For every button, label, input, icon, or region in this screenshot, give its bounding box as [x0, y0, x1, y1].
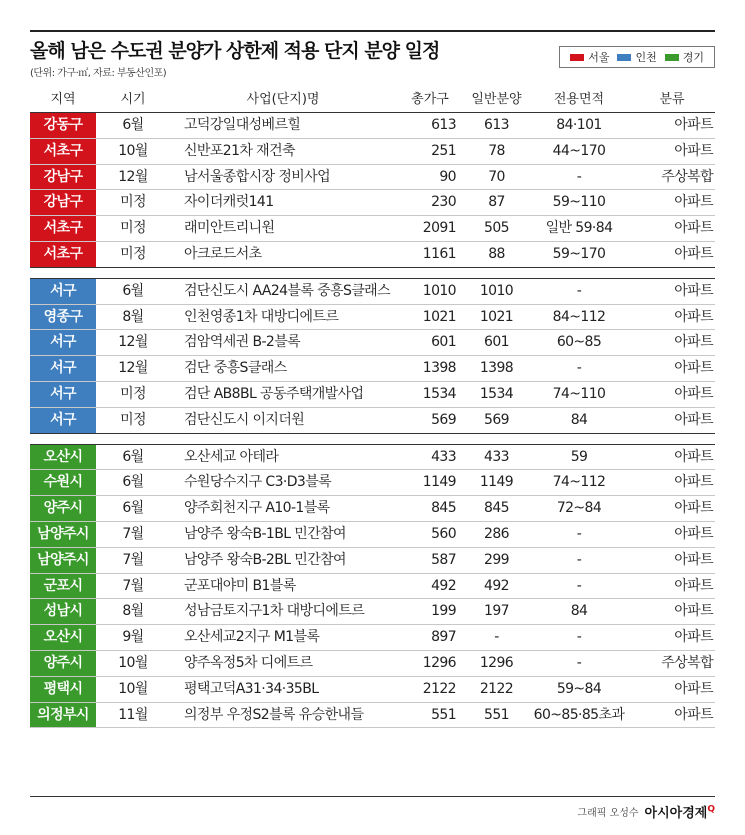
cell-time: 12월 [118, 168, 148, 185]
cell-area: 60~85·85초과 [533, 706, 625, 723]
cell-type: 아파트 [674, 577, 713, 594]
cell-total: 1021 [422, 308, 456, 325]
legend-swatch [570, 54, 584, 61]
table-row [30, 599, 715, 625]
cell-total: 2091 [422, 220, 456, 237]
table-row [30, 356, 715, 382]
credit-graphic: 그래픽 오성수 [577, 808, 639, 819]
header-name: 사업(단지)명 [246, 92, 320, 107]
cell-area: 74~112 [552, 474, 606, 491]
cell-type: 주상복합 [661, 654, 713, 671]
cell-time: 6월 [122, 282, 144, 299]
cell-time: 미정 [120, 385, 146, 402]
page-subtitle: (단위: 가구·㎡, 자료: 부동산인포) [30, 68, 167, 79]
cell-region: 서구 [30, 382, 96, 407]
cell-area: 59~170 [552, 245, 606, 262]
cell-type: 아파트 [674, 629, 713, 646]
cell-general: 2122 [479, 680, 514, 697]
schedule-table [30, 113, 715, 728]
legend [559, 46, 715, 68]
cell-type: 아파트 [674, 551, 713, 568]
cell-area: - [576, 577, 582, 594]
cell-region: 양주시 [30, 496, 96, 521]
cell-name: 남서울종합시장 정비사업 [184, 168, 331, 185]
group-separator [30, 268, 715, 279]
cell-general: 551 [484, 706, 509, 723]
cell-type: 아파트 [674, 360, 713, 377]
cell-general: 87 [488, 194, 505, 211]
cell-region: 군포시 [30, 574, 96, 599]
cell-total: 613 [431, 117, 456, 133]
cell-total: 1010 [422, 282, 456, 299]
cell-region: 서구 [30, 330, 96, 355]
cell-general: 845 [484, 500, 509, 517]
cell-type: 아파트 [674, 706, 713, 723]
cell-total: 897 [431, 629, 456, 646]
cell-region: 남양주시 [30, 522, 96, 547]
cell-area: 44~170 [552, 142, 606, 159]
table-header [30, 88, 715, 112]
cell-name: 오산세교 아테라 [184, 448, 279, 465]
cell-general: 1021 [479, 308, 514, 325]
header-type: 분류 [659, 92, 685, 107]
table-row [30, 113, 715, 139]
cell-total: 845 [431, 500, 456, 517]
cell-general: - [494, 629, 499, 646]
cell-region: 성남시 [30, 599, 96, 624]
cell-area: - [576, 168, 582, 185]
cell-region: 서구 [30, 356, 96, 381]
cell-time: 8월 [122, 603, 144, 620]
table-row [30, 165, 715, 191]
table-row [30, 408, 715, 434]
cell-total: 1161 [422, 245, 456, 262]
cell-name: 검단신도시 AA24블록 중흥S클래스 [184, 282, 391, 299]
cell-name: 검암역세권 B-2블록 [184, 334, 301, 351]
legend-swatch [617, 54, 631, 61]
group-separator [30, 434, 715, 445]
table-row [30, 703, 715, 729]
cell-general: 569 [484, 411, 509, 428]
cell-total: 551 [431, 706, 456, 723]
cell-total: 601 [431, 334, 456, 351]
cell-general: 1296 [479, 654, 514, 671]
cell-type: 아파트 [674, 142, 713, 159]
cell-general: 78 [488, 142, 505, 159]
cell-name: 래미안트리니원 [184, 220, 275, 237]
brand-logo [645, 802, 715, 821]
cell-type: 아파트 [674, 680, 713, 697]
cell-general: 505 [484, 220, 509, 237]
cell-type: 아파트 [674, 411, 713, 428]
cell-general: 601 [484, 334, 509, 351]
cell-region: 강동구 [30, 113, 96, 138]
cell-total: 2122 [422, 680, 456, 697]
table-row [30, 677, 715, 703]
cell-total: 492 [431, 577, 456, 594]
cell-name: 신반포21차 재건축 [184, 142, 295, 159]
cell-time: 미정 [120, 220, 146, 237]
table-row [30, 470, 715, 496]
cell-type: 아파트 [674, 220, 713, 237]
cell-region: 평택시 [30, 677, 96, 702]
cell-general: 613 [484, 117, 509, 133]
table-row [30, 496, 715, 522]
legend-item-gyeonggi [665, 49, 704, 65]
cell-area: 84·101 [556, 117, 602, 133]
cell-total: 1398 [422, 360, 456, 377]
cell-type: 아파트 [674, 117, 713, 133]
cell-area: 60~85 [556, 334, 602, 351]
table-row [30, 242, 715, 268]
cell-name: 남양주 왕숙B-2BL 민간참여 [184, 551, 346, 568]
cell-type: 아파트 [674, 474, 713, 491]
cell-region: 서초구 [30, 139, 96, 164]
top-rule [30, 30, 715, 32]
cell-total: 90 [439, 168, 456, 185]
cell-area: 일반 59·84 [545, 220, 613, 237]
cell-type: 아파트 [674, 308, 713, 325]
cell-total: 433 [431, 448, 456, 465]
cell-total: 230 [431, 194, 456, 211]
cell-time: 9월 [122, 629, 144, 646]
legend-label: 인천 [635, 51, 657, 64]
table-row [30, 625, 715, 651]
cell-region: 오산시 [30, 625, 96, 650]
cell-total: 1534 [422, 385, 456, 402]
cell-name: 의정부 우정S2블록 유승한내들 [184, 706, 364, 723]
cell-name: 양주옥정5차 디에트르 [184, 654, 313, 671]
cell-region: 서초구 [30, 216, 96, 241]
cell-area: 59 [570, 448, 588, 465]
cell-type: 아파트 [674, 194, 713, 211]
cell-region: 남양주시 [30, 548, 96, 573]
cell-type: 아파트 [674, 385, 713, 402]
header-area: 전용면적 [553, 92, 605, 107]
cell-general: 70 [488, 168, 505, 185]
table-row [30, 548, 715, 574]
legend-label: 서울 [588, 51, 610, 64]
cell-area: 84~112 [552, 308, 606, 325]
cell-region: 의정부시 [30, 703, 96, 728]
cell-name: 평택고덕A31·34·35BL [184, 680, 319, 697]
cell-time: 6월 [122, 500, 144, 517]
cell-area: - [576, 654, 582, 671]
cell-time: 12월 [118, 360, 148, 377]
cell-time: 10월 [118, 680, 148, 697]
legend-item-seoul [570, 49, 609, 65]
cell-total: 251 [431, 142, 456, 159]
cell-name: 아크로드서초 [184, 245, 262, 262]
cell-name: 남양주 왕숙B-1BL 민간참여 [184, 525, 346, 542]
cell-general: 1534 [479, 385, 514, 402]
cell-region: 양주시 [30, 651, 96, 676]
cell-name: 검단 AB8BL 공동주택개발사업 [184, 385, 364, 402]
cell-time: 6월 [122, 117, 144, 133]
table-row [30, 445, 715, 471]
table-row [30, 279, 715, 305]
cell-region: 서구 [30, 279, 96, 304]
cell-name: 양주회천지구 A10-1블록 [184, 500, 330, 517]
cell-general: 1010 [479, 282, 514, 299]
header-general: 일반분양 [471, 92, 522, 107]
cell-total: 569 [431, 411, 456, 428]
cell-total: 560 [431, 525, 456, 542]
cell-area: 84 [570, 603, 588, 620]
cell-type: 아파트 [674, 245, 713, 262]
cell-name: 성남금토지구1차 대방디에트르 [184, 603, 365, 620]
cell-area: 72~84 [556, 500, 602, 517]
cell-area: - [576, 525, 582, 542]
cell-region: 영종구 [30, 305, 96, 330]
cell-time: 미정 [120, 245, 146, 262]
cell-type: 아파트 [674, 525, 713, 542]
cell-general: 197 [484, 603, 509, 620]
page-title: 올해 남은 수도권 분양가 상한제 적용 단지 분양 일정 [30, 40, 440, 62]
table-row [30, 190, 715, 216]
cell-time: 미정 [120, 194, 146, 211]
cell-name: 인천영종1차 대방디에트르 [184, 308, 339, 325]
table-row [30, 382, 715, 408]
cell-name: 고덕강일대성베르힐 [184, 117, 301, 133]
legend-item-incheon [617, 49, 656, 65]
cell-time: 8월 [122, 308, 144, 325]
cell-general: 492 [484, 577, 509, 594]
legend-swatch [665, 54, 679, 61]
cell-name: 검단신도시 이지더원 [184, 411, 305, 428]
cell-general: 1149 [479, 474, 514, 491]
cell-type: 아파트 [674, 282, 713, 299]
cell-area: 74~110 [552, 385, 606, 402]
cell-time: 11월 [118, 706, 148, 723]
cell-type: 아파트 [674, 603, 713, 620]
cell-type: 아파트 [674, 448, 713, 465]
cell-area: - [576, 629, 582, 646]
cell-general: 88 [488, 245, 505, 262]
header-total: 총가구 [411, 92, 449, 107]
cell-time: 10월 [118, 654, 148, 671]
legend-label: 경기 [682, 51, 704, 64]
cell-name: 자이더캐럿141 [184, 194, 274, 211]
cell-name: 검단 중흥S클래스 [184, 360, 287, 377]
cell-name: 오산세교2지구 M1블록 [184, 629, 320, 646]
cell-total: 1296 [422, 654, 456, 671]
table-row [30, 522, 715, 548]
table-row [30, 216, 715, 242]
cell-region: 강남구 [30, 165, 96, 190]
cell-region: 수원시 [30, 470, 96, 495]
cell-total: 199 [431, 603, 456, 620]
header-time: 시기 [120, 92, 146, 107]
cell-region: 강남구 [30, 190, 96, 215]
cell-area: 59~84 [556, 680, 602, 697]
header-region: 지역 [50, 92, 76, 107]
cell-general: 286 [484, 525, 509, 542]
cell-area: - [576, 360, 582, 377]
table-row [30, 651, 715, 677]
cell-general: 433 [484, 448, 509, 465]
cell-type: 주상복합 [661, 168, 713, 185]
brand-mark-icon: Q [707, 804, 715, 815]
cell-region: 오산시 [30, 445, 96, 470]
cell-general: 1398 [479, 360, 514, 377]
cell-area: - [576, 282, 582, 299]
cell-name: 수원당수지구 C3·D3블록 [184, 474, 332, 491]
cell-total: 1149 [422, 474, 456, 491]
cell-time: 6월 [122, 448, 144, 465]
credit [577, 802, 715, 821]
cell-area: - [576, 551, 582, 568]
table-row [30, 139, 715, 165]
cell-general: 299 [484, 551, 509, 568]
cell-type: 아파트 [674, 500, 713, 517]
cell-total: 587 [431, 551, 456, 568]
cell-time: 7월 [122, 577, 144, 594]
cell-time: 7월 [122, 551, 144, 568]
cell-time: 7월 [122, 525, 144, 542]
cell-region: 서구 [30, 408, 96, 433]
cell-area: 59~110 [552, 194, 606, 211]
table-row [30, 330, 715, 356]
cell-name: 군포대야미 B1블록 [184, 577, 296, 594]
table-row [30, 574, 715, 600]
cell-area: 84 [570, 411, 588, 428]
cell-time: 10월 [118, 142, 148, 159]
table-row [30, 305, 715, 331]
brand-name: 아시아경제 [644, 806, 708, 821]
cell-type: 아파트 [674, 334, 713, 351]
cell-time: 6월 [122, 474, 144, 491]
cell-time: 12월 [118, 334, 148, 351]
cell-time: 미정 [120, 411, 146, 428]
cell-region: 서초구 [30, 242, 96, 267]
bottom-rule [30, 796, 715, 797]
